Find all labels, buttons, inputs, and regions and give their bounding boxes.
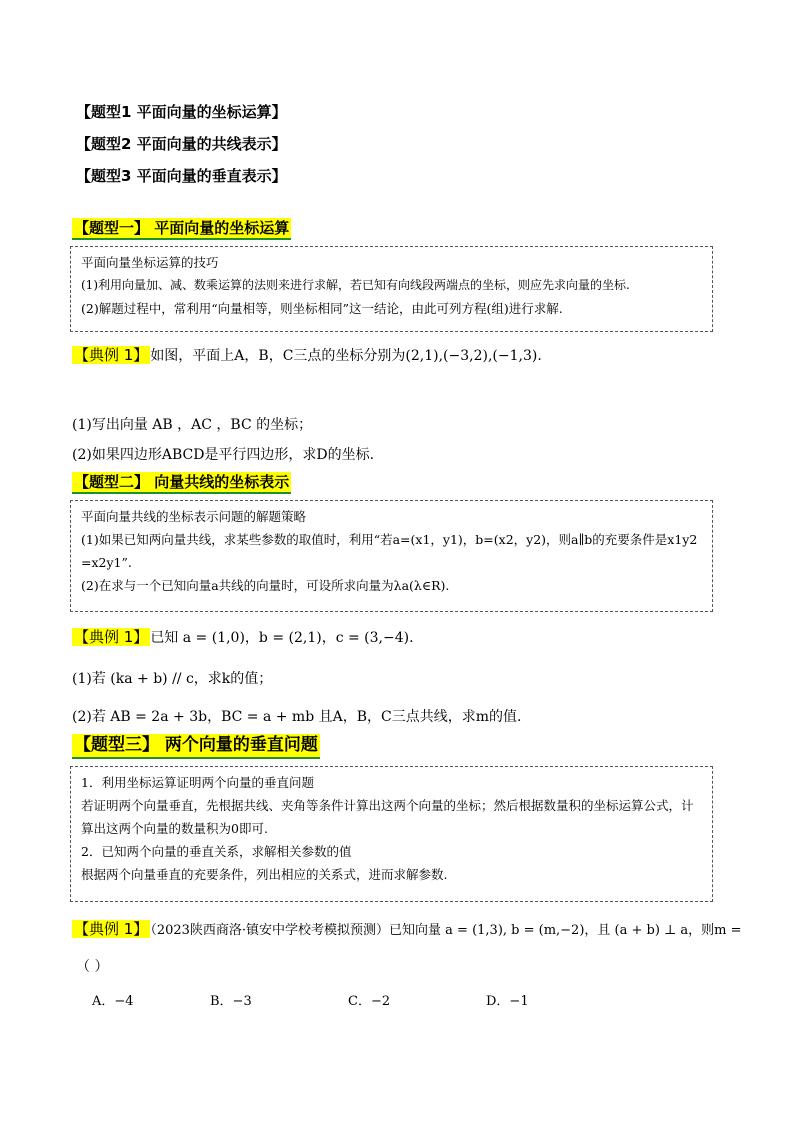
section1-tip-box [70,246,713,332]
tip-line: (1)如果已知两向量共线，求某些参数的取值时，利用“若a=(x1，y1)，b=(x2，y2)，则a∥b的充要条件是x1y2 =x2y1”. [81,532,698,570]
section2-example [72,626,414,649]
section1-example [72,344,542,367]
section2-title: 【题型二】 向量共线的坐标表示 [72,472,291,494]
question-1: (1)写出向量 AB ，AC ，BC 的坐标； [72,417,313,433]
example-label: 【典例 1】 [74,346,149,364]
question-1: (1)若 (ka + b) // c，求k的值； [72,671,273,687]
tip-line: 根据两个向量垂直的充要条件，列出相应的关系式，进而求解参数. [81,867,448,882]
section3-example [72,918,742,942]
example-label: 【典例 1】 [74,920,149,938]
section3-title: 【题型三】 两个向量的垂直问题 [72,734,320,759]
tip-heading: 2．已知两个向量的垂直关系，求解相关参数的值 [81,844,352,859]
question-2: (2)若 AB = 2a + 3b，BC = a + mb 且A，B，C三点共线，求m的值. [72,709,522,725]
tip-line: (2)解题过程中，常利用“向量相等，则坐标相同”这一结论，由此可列方程(组)进行求解. [81,301,563,316]
toc-item-2[interactable]: 【题型2 平面向量的共线表示】 [76,135,287,153]
tip-heading: 1．利用坐标运算证明两个向量的垂直问题 [81,775,314,790]
tip-heading: 平面向量坐标运算的技巧 [81,255,219,270]
table-of-contents [76,96,287,192]
example-text: 已知 a = (1,0)，b = (2,1)，c = (3,−4). [150,630,414,646]
example-text: 如图，平面上A，B，C三点的坐标分别为(2,1),(−3,2),(−1,3). [150,348,542,364]
option-d[interactable]: D．−1 [486,994,529,1009]
example-label: 【典例 1】 [74,628,149,646]
section1-title: 【题型一】 平面向量的坐标运算 [72,218,291,240]
tip-line: (1)利用向量加、减、数乘运算的法则来进行求解，若已知有向线段两端点的坐标，则应先求向量的坐标. [81,278,630,292]
option-a[interactable]: A．−4 [92,994,134,1009]
question-2: (2)如果四边形ABCD是平行四边形，求D的坐标. [72,447,375,463]
section2-tip-box [70,500,713,612]
tip-line: (2)在求与一个已知向量a共线的向量时，可设所求向量为λa(λ∈R). [81,578,450,593]
example-text: （2023陕西商洛·镇安中学校考模拟预测）已知向量 a = (1,3), b = (m,−2)，且 (a + b) ⊥ a，则m = [150,923,742,938]
option-c[interactable]: C．−2 [348,994,391,1009]
answer-blank: （ ） [76,959,109,975]
option-b[interactable]: B．−3 [210,994,252,1009]
toc-item-1[interactable]: 【题型1 平面向量的坐标运算】 [76,103,287,121]
toc-item-3[interactable]: 【题型3 平面向量的垂直表示】 [76,167,287,185]
tip-heading: 平面向量共线的坐标表示问题的解题策略 [81,509,307,524]
section3-tip-box [70,766,713,902]
tip-line: 若证明两个向量垂直，先根据共线、夹角等条件计算出这两个向量的坐标；然后根据数量积的坐标运算公式，计算出这两个向量的数量积为0即可. [81,798,694,836]
